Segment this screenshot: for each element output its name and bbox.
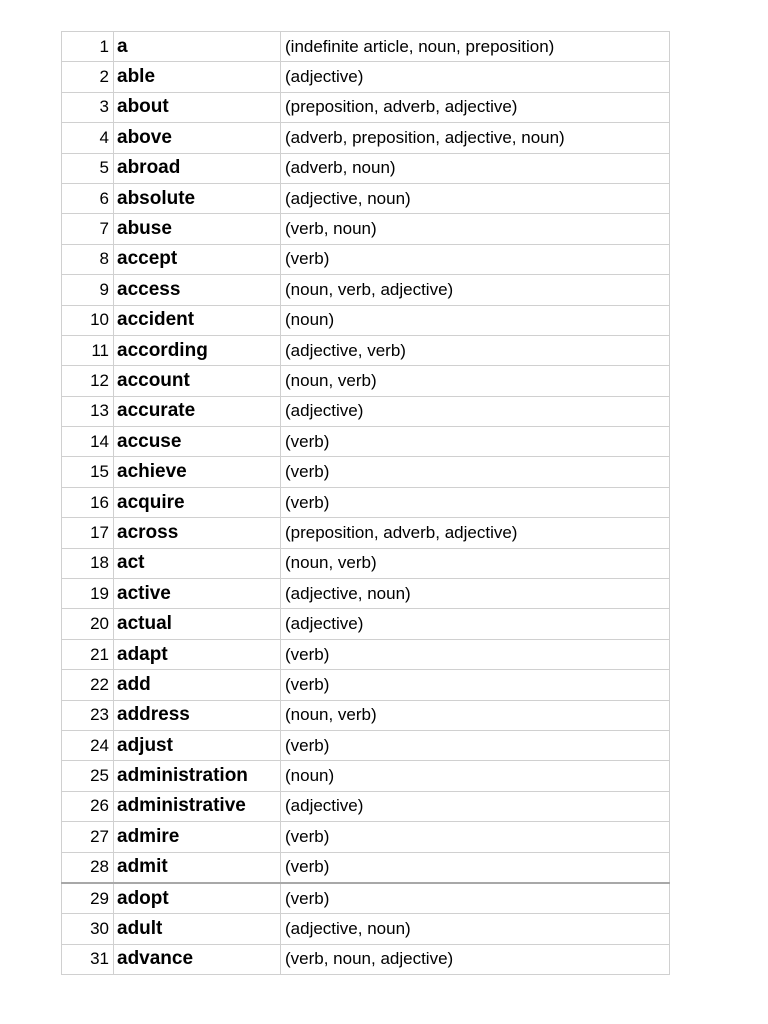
table-row xyxy=(62,730,670,760)
row-number: 30 xyxy=(62,914,114,944)
row-number: 1 xyxy=(62,32,114,62)
word-cell: admit xyxy=(114,852,281,883)
table-row xyxy=(62,305,670,335)
word-cell: abroad xyxy=(114,153,281,183)
part-of-speech-cell: (verb) xyxy=(281,883,670,914)
part-of-speech-cell: (indefinite article, noun, preposition) xyxy=(281,32,670,62)
part-of-speech-cell: (noun, verb, adjective) xyxy=(281,275,670,305)
row-number: 19 xyxy=(62,579,114,609)
row-number: 12 xyxy=(62,366,114,396)
table-row xyxy=(62,761,670,791)
part-of-speech-cell: (adjective) xyxy=(281,396,670,426)
part-of-speech-cell: (verb) xyxy=(281,670,670,700)
word-cell: absolute xyxy=(114,183,281,213)
table-row xyxy=(62,427,670,457)
part-of-speech-cell: (verb) xyxy=(281,822,670,852)
table-row xyxy=(62,487,670,517)
word-cell: about xyxy=(114,92,281,122)
word-cell: accept xyxy=(114,244,281,274)
word-cell: a xyxy=(114,32,281,62)
table-row xyxy=(62,518,670,548)
part-of-speech-cell: (verb) xyxy=(281,487,670,517)
row-number: 7 xyxy=(62,214,114,244)
table-row xyxy=(62,183,670,213)
vocabulary-table-body xyxy=(62,32,670,975)
word-cell: active xyxy=(114,579,281,609)
part-of-speech-cell: (verb) xyxy=(281,852,670,883)
word-cell: advance xyxy=(114,944,281,974)
table-row xyxy=(62,32,670,62)
word-cell: abuse xyxy=(114,214,281,244)
row-number: 24 xyxy=(62,730,114,760)
row-number: 3 xyxy=(62,92,114,122)
table-row xyxy=(62,244,670,274)
part-of-speech-cell: (preposition, adverb, adjective) xyxy=(281,518,670,548)
row-number: 18 xyxy=(62,548,114,578)
vocabulary-table xyxy=(61,31,670,975)
row-number: 26 xyxy=(62,791,114,821)
part-of-speech-cell: (adverb, noun) xyxy=(281,153,670,183)
table-row xyxy=(62,123,670,153)
table-row xyxy=(62,822,670,852)
part-of-speech-cell: (verb, noun, adjective) xyxy=(281,944,670,974)
word-cell: accuse xyxy=(114,427,281,457)
word-cell: across xyxy=(114,518,281,548)
table-row xyxy=(62,214,670,244)
table-row xyxy=(62,366,670,396)
part-of-speech-cell: (preposition, adverb, adjective) xyxy=(281,92,670,122)
table-row xyxy=(62,944,670,974)
word-cell: adapt xyxy=(114,639,281,669)
part-of-speech-cell: (verb) xyxy=(281,639,670,669)
part-of-speech-cell: (adjective, noun) xyxy=(281,579,670,609)
word-cell: able xyxy=(114,62,281,92)
word-cell: achieve xyxy=(114,457,281,487)
row-number: 20 xyxy=(62,609,114,639)
word-cell: accurate xyxy=(114,396,281,426)
word-cell: adopt xyxy=(114,883,281,914)
table-row xyxy=(62,914,670,944)
part-of-speech-cell: (adverb, preposition, adjective, noun) xyxy=(281,123,670,153)
table-row xyxy=(62,275,670,305)
row-number: 10 xyxy=(62,305,114,335)
part-of-speech-cell: (adjective) xyxy=(281,609,670,639)
table-row xyxy=(62,579,670,609)
word-cell: administrative xyxy=(114,791,281,821)
table-row xyxy=(62,153,670,183)
part-of-speech-cell: (adjective, noun) xyxy=(281,183,670,213)
row-number: 21 xyxy=(62,639,114,669)
word-cell: accident xyxy=(114,305,281,335)
table-row xyxy=(62,700,670,730)
table-row xyxy=(62,852,670,883)
part-of-speech-cell: (noun, verb) xyxy=(281,366,670,396)
part-of-speech-cell: (verb, noun) xyxy=(281,214,670,244)
word-cell: access xyxy=(114,275,281,305)
part-of-speech-cell: (adjective) xyxy=(281,62,670,92)
row-number: 6 xyxy=(62,183,114,213)
row-number: 4 xyxy=(62,123,114,153)
row-number: 23 xyxy=(62,700,114,730)
word-cell: adult xyxy=(114,914,281,944)
part-of-speech-cell: (verb) xyxy=(281,244,670,274)
row-number: 28 xyxy=(62,852,114,883)
word-cell: add xyxy=(114,670,281,700)
row-number: 22 xyxy=(62,670,114,700)
part-of-speech-cell: (adjective) xyxy=(281,791,670,821)
table-row xyxy=(62,62,670,92)
word-cell: adjust xyxy=(114,730,281,760)
row-number: 29 xyxy=(62,883,114,914)
table-row xyxy=(62,335,670,365)
table-row xyxy=(62,791,670,821)
row-number: 14 xyxy=(62,427,114,457)
row-number: 16 xyxy=(62,487,114,517)
row-number: 25 xyxy=(62,761,114,791)
table-row xyxy=(62,609,670,639)
part-of-speech-cell: (adjective, noun) xyxy=(281,914,670,944)
word-cell: according xyxy=(114,335,281,365)
word-cell: above xyxy=(114,123,281,153)
table-row xyxy=(62,457,670,487)
row-number: 27 xyxy=(62,822,114,852)
row-number: 31 xyxy=(62,944,114,974)
table-row xyxy=(62,548,670,578)
part-of-speech-cell: (noun, verb) xyxy=(281,548,670,578)
word-cell: acquire xyxy=(114,487,281,517)
word-cell: act xyxy=(114,548,281,578)
row-number: 8 xyxy=(62,244,114,274)
row-number: 15 xyxy=(62,457,114,487)
part-of-speech-cell: (verb) xyxy=(281,730,670,760)
part-of-speech-cell: (verb) xyxy=(281,427,670,457)
part-of-speech-cell: (noun) xyxy=(281,305,670,335)
table-row xyxy=(62,639,670,669)
table-row xyxy=(62,92,670,122)
row-number: 11 xyxy=(62,335,114,365)
part-of-speech-cell: (noun, verb) xyxy=(281,700,670,730)
table-row xyxy=(62,670,670,700)
table-row xyxy=(62,396,670,426)
word-cell: admire xyxy=(114,822,281,852)
part-of-speech-cell: (noun) xyxy=(281,761,670,791)
row-number: 9 xyxy=(62,275,114,305)
word-cell: address xyxy=(114,700,281,730)
part-of-speech-cell: (adjective, verb) xyxy=(281,335,670,365)
row-number: 2 xyxy=(62,62,114,92)
word-cell: account xyxy=(114,366,281,396)
row-number: 13 xyxy=(62,396,114,426)
table-row xyxy=(62,883,670,914)
row-number: 17 xyxy=(62,518,114,548)
part-of-speech-cell: (verb) xyxy=(281,457,670,487)
word-cell: actual xyxy=(114,609,281,639)
row-number: 5 xyxy=(62,153,114,183)
word-cell: administration xyxy=(114,761,281,791)
